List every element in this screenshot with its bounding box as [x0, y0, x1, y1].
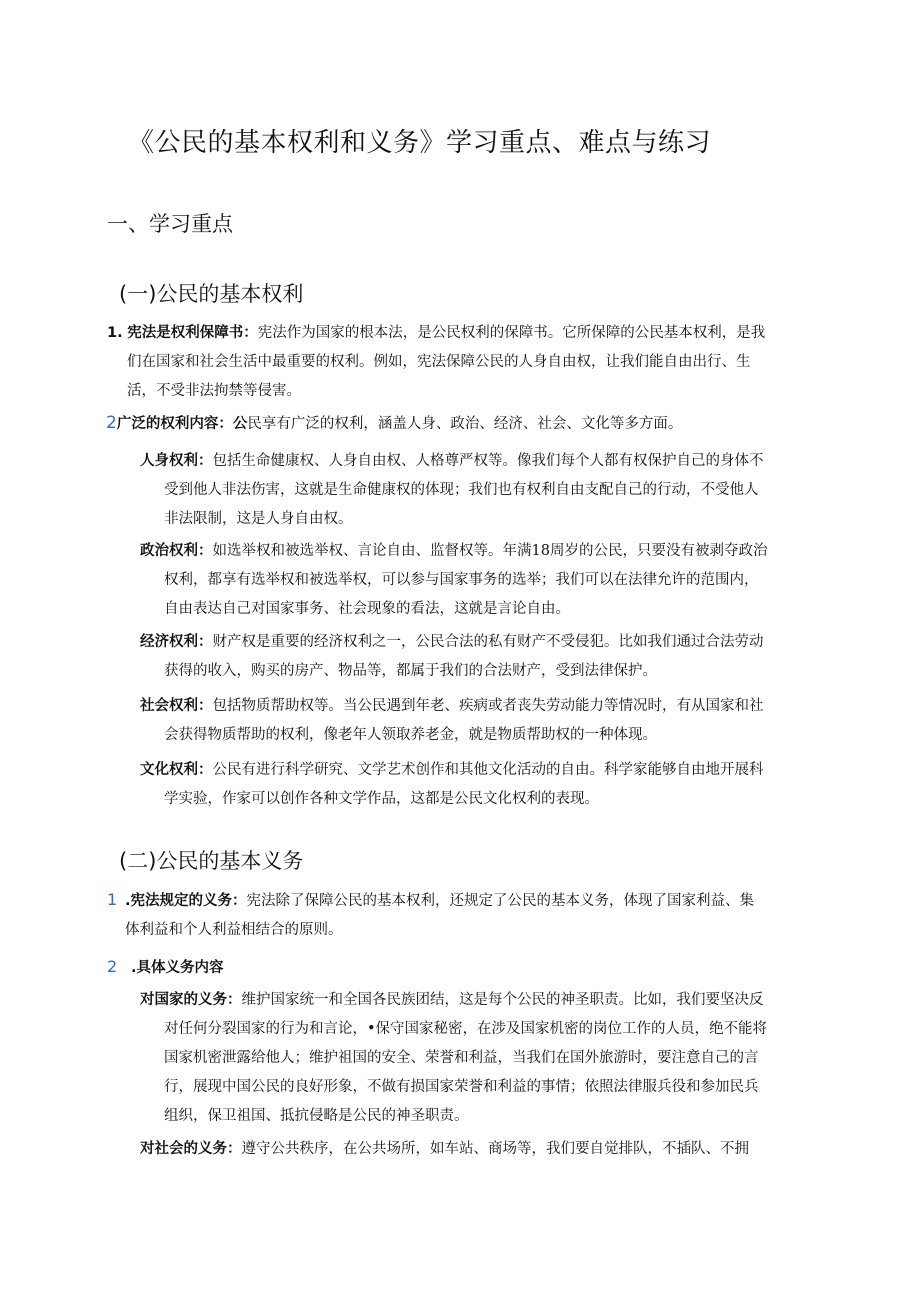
duties-item-2-number: 2 [107, 957, 118, 976]
duties-item-1-label: .宪法规定的义务： [125, 893, 247, 909]
state-duties-line-4: 行，展现中国公民的良好形象，不做有损国家荣誉和利益的事情；依照法律服兵役和参加民兵 [164, 1079, 759, 1095]
political-rights-line-3: 自由表达自己对国家事务、社会现象的看法，这就是言论自由。 [164, 601, 570, 617]
political-rights-line-2: 权利，都享有选举权和被选举权，可以参与国家事务的选举；我们可以在法律允许的范围内， [164, 572, 759, 588]
state-duties-label: 对国家的义务： [140, 992, 242, 1008]
political-rights-paragraph [140, 537, 840, 624]
personal-rights-line-1: 包括生命健康权、人身自由权、人格尊严权等。像我们每个人都有权保护自己的身体不 [212, 453, 764, 469]
economic-rights-label: 经济权利： [140, 634, 213, 650]
cultural-rights-line-2: 学实验，作家可以创作各种文学作品，这都是公民文化权利的表现。 [164, 791, 599, 807]
rights-item-1-line-1: 宪法作为国家的根本法，是公民权利的保障书。它所保障的公民基本权利，是我 [257, 325, 766, 341]
rights-item-1-number: 1. [107, 325, 123, 341]
state-duties-paragraph [140, 986, 840, 1131]
cultural-rights-line-1: 公民有进行科学研究、文学艺术创作和其他文化活动的自由。科学家能够自由地开展科 [212, 762, 764, 778]
subsection-heading-basic-duties: (二)公民的基本义务 [119, 849, 304, 873]
rights-item-1-line-2: 们在国家和社会生活中最重要的权利。例如，宪法保障公民的人身自由权，让我们能自由出行、生 [127, 354, 751, 370]
social-rights-paragraph [140, 692, 840, 750]
state-duties-line-3: 国家机密泄露给他人；维护祖国的安全、荣誉和利益，当我们在国外旅游时，要注意自己的言 [164, 1050, 759, 1066]
subsection-heading-basic-rights: (一)公民的基本权利 [119, 282, 304, 306]
social-rights-label: 社会权利： [140, 698, 213, 714]
rights-item-1-line-3: 活，不受非法拘禁等侵害。 [127, 383, 301, 399]
duties-item-1-line-1: 宪法除了保障公民的基本权利，还规定了公民的基本义务，体现了国家利益、集 [246, 893, 755, 909]
duties-item-specific [107, 952, 827, 983]
state-duties-line-5: 组织，保卫祖国、抵抗侵略是公民的神圣职责。 [164, 1108, 469, 1124]
society-duties-line-1: 遵守公共秩序，在公共场所，如车站、商场等，我们要自觉排队，不插队、不拥 [241, 1141, 749, 1157]
duties-item-constitution [107, 885, 827, 945]
economic-rights-line-2: 获得的收入，购买的房产、物品等，都属于我们的合法财产，受到法律保护。 [164, 663, 657, 679]
rights-item-2-label: 广泛的权利内容：公 [116, 416, 248, 432]
cultural-rights-label: 文化权利： [140, 762, 213, 778]
personal-rights-line-3: 非法限制，这是人身自由权。 [164, 511, 353, 527]
state-duties-line-1: 维护国家统一和全国各民族团结，这是每个公民的神圣职责。比如，我们要坚决反 [241, 992, 764, 1008]
duties-item-1-line-2: 体利益和个人利益相结合的原则。 [125, 922, 343, 938]
personal-rights-line-2: 受到他人非法伤害，这就是生命健康权的体现；我们也有权利自由支配自己的行动，不受他人 [164, 482, 759, 498]
document-title: 《公民的基本权利和义务》学习重点、难点与练习 [128, 128, 712, 158]
rights-item-constitution [107, 319, 827, 406]
cultural-rights-paragraph [140, 756, 840, 814]
social-rights-line-1: 包括物质帮助权等。当公民遇到年老、疾病或者丧失劳动能力等情况时，有从国家和社 [212, 698, 764, 714]
society-duties-paragraph [140, 1135, 840, 1164]
personal-rights-label: 人身权利： [140, 453, 213, 469]
rights-item-1-label: 宪法是权利保障书： [127, 325, 258, 341]
economic-rights-paragraph [140, 628, 840, 686]
political-rights-line-1: 如选举权和被选举权、言论自由、监督权等。年满18周岁的公民，只要没有被剥夺政治 [212, 543, 768, 559]
personal-rights-paragraph [140, 447, 840, 534]
rights-item-2-number: 2 [106, 413, 117, 433]
section-heading-study-focus: 一、学习重点 [107, 212, 233, 236]
economic-rights-line-1: 财产权是重要的经济权利之一，公民合法的私有财产不受侵犯。比如我们通过合法劳动 [212, 634, 764, 650]
social-rights-line-2: 会获得物质帮助的权利，像老年人领取养老金，就是物质帮助权的一种体现。 [164, 727, 657, 743]
rights-item-2-text: 民享有广泛的权利，涵盖人身、政治、经济、社会、文化等多方面。 [247, 416, 683, 432]
society-duties-label: 对社会的义务： [140, 1141, 242, 1157]
duties-item-1-number: 1 [107, 890, 118, 909]
state-duties-line-2: 对任何分裂国家的行为和言论，•保守国家秘密，在涉及国家机密的岗位工作的人员，绝不能将 [164, 1021, 768, 1037]
rights-item-scope [106, 409, 826, 439]
duties-item-2-label: .具体义务内容 [131, 960, 224, 976]
political-rights-label: 政治权利： [140, 543, 213, 559]
